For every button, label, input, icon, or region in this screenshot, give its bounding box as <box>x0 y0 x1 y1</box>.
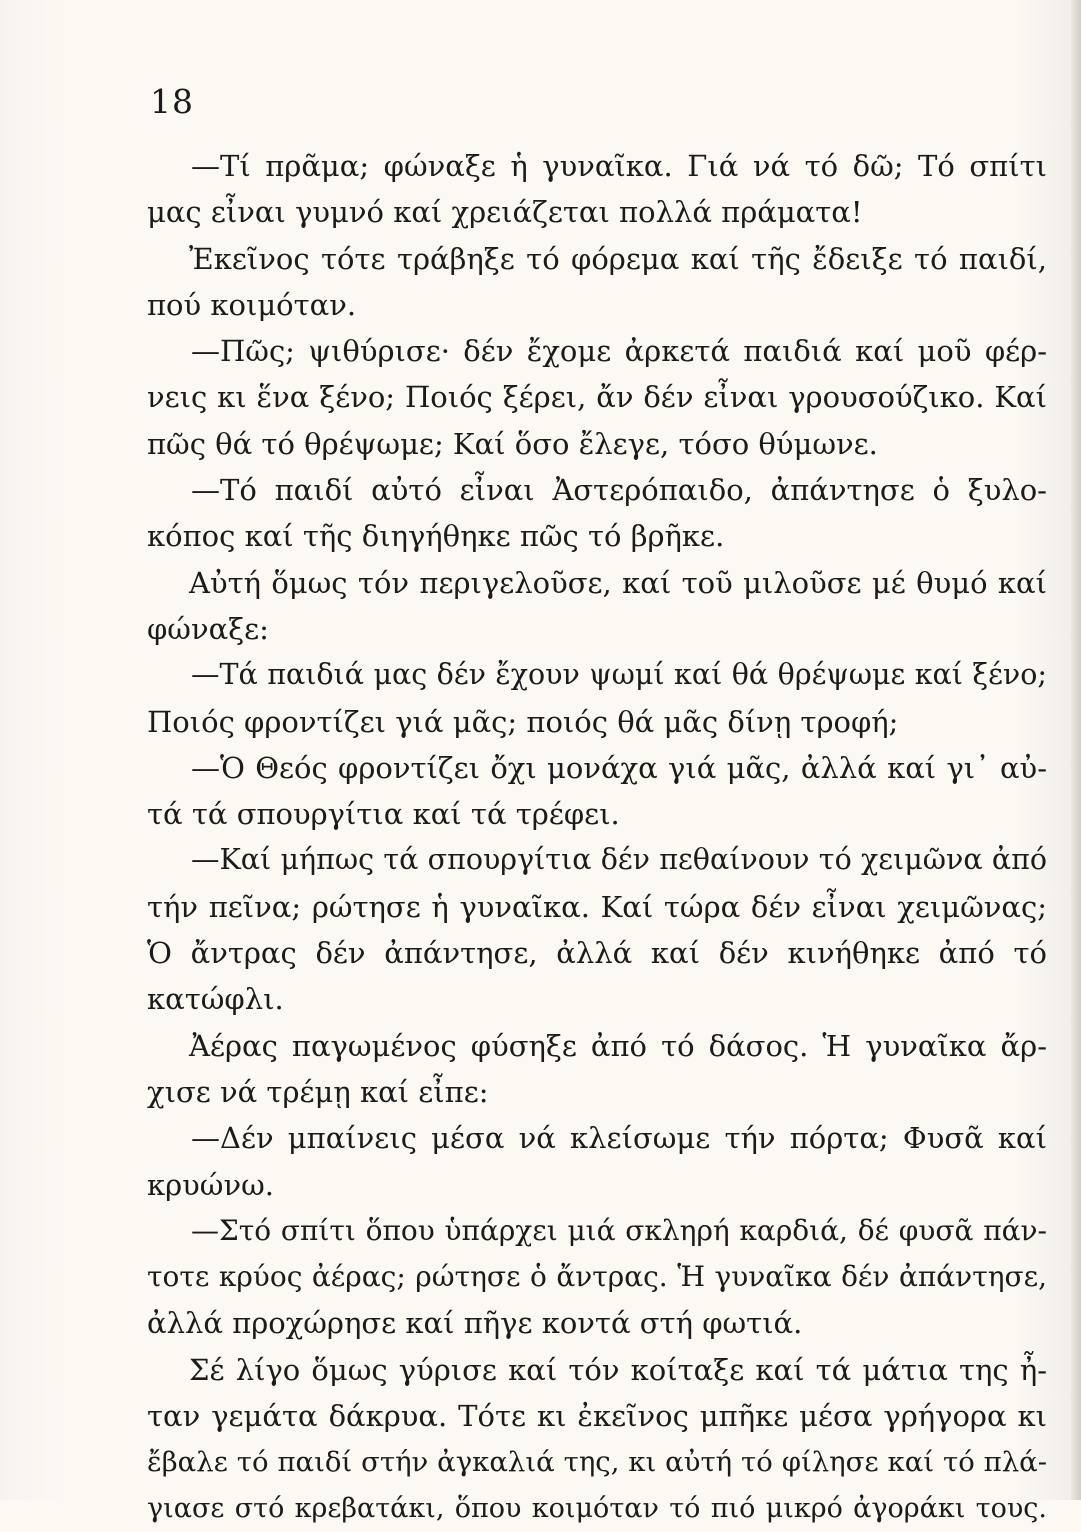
text-line: πού κοιμόταν. <box>147 287 357 322</box>
text-line: Ἀέρας παγωμένος φύσηξε ἀπό τό δάσος. Ἡ γυναῖκα ἄρ- <box>189 1028 1047 1063</box>
text-line: Σέ λίγο ὅμως γύρισε καί τόν κοίταξε καί τά μάτια της ἦ- <box>189 1352 1047 1387</box>
text-line: Αὐτή ὅμως τόν περιγελοῦσε, καί τοῦ μιλοῦσε μέ θυμό καί <box>189 565 1047 600</box>
text-line: ἀλλά προχώρησε καί πῆγε κοντά στή φωτιά. <box>147 1306 803 1341</box>
text-line: —Δέν μπαίνεις μέσα νά κλείσωμε τήν πόρτα; Φυσᾶ καί <box>191 1121 1047 1156</box>
text-line: γιασε στό κρεβατάκι, ὅπου κοιμόταν τό πιό μικρό ἀγοράκι τους. <box>147 1492 1047 1524</box>
text-line: τήν πεῖνα; ρώτησε ἡ γυναῖκα. Καί τώρα δέν εἶναι χειμῶνας; <box>147 889 1047 924</box>
text-line: κατώφλι. <box>147 982 284 1017</box>
text-line: —Στό σπίτι ὅπου ὑπάρχει μιά σκληρή καρδιά, δέ φυσᾶ πάν- <box>191 1213 1047 1247</box>
text-line: —Τό παιδί αὐτό εἶναι Ἀστερόπαιδο, ἀπάντησε ὁ ξυλο- <box>191 473 1047 508</box>
text-line: πῶς θά τό θρέψωμε; Καί ὅσο ἔλεγε, τόσο θύμωνε. <box>147 426 878 461</box>
text-line: —Καί μήπως τά σπουργίτια δέν πεθαίνουν τό χειμῶνα ἀπό <box>191 843 1047 877</box>
text-line: —Τί πρᾶμα; φώναξε ἡ γυναῖκα. Γιά νά τό δῶ; Τό σπίτι <box>191 149 1047 183</box>
text-line: κρυώνω. <box>147 1167 274 1202</box>
text-line: Ἐκεῖνος τότε τράβηξε τό φόρεμα καί τῆς ἔδειξε τό παιδί, <box>189 241 1047 276</box>
text-line: Ποιός φροντίζει γιά μᾶς; ποιός θά μᾶς δίνῃ τροφή; <box>147 704 899 739</box>
page-number: 18 <box>150 82 194 121</box>
text-line: φώναξε: <box>147 611 269 646</box>
text-line: χισε νά τρέμῃ καί εἶπε: <box>147 1074 489 1109</box>
text-line: νεις κι ἕνα ξένο; Ποιός ξέρει, ἄν δέν εἶναι γρουσούζικο. Καί <box>147 380 1047 415</box>
body-text <box>147 143 1047 1532</box>
text-line: ἔβαλε τό παιδί στήν ἀγκαλιά της, κι αὐτή τό φίλησε καί τό πλά- <box>147 1446 1047 1479</box>
text-line: —Τά παιδιά μας δέν ἔχουν ψωμί καί θά θρέψωμε καί ξένο; <box>191 658 1047 692</box>
text-line: Ὁ ἄντρας δέν ἀπάντησε, ἀλλά καί δέν κινήθηκε ἀπό τό <box>147 936 1047 971</box>
text-line: —Πῶς; ψιθύρισε· δέν ἔχομε ἀρκετά παιδιά καί μοῦ φέρ- <box>191 334 1047 369</box>
text-line: ταν γεμάτα δάκρυα. Τότε κι ἐκεῖνος μπῆκε μέσα γρήγορα κι <box>147 1399 1047 1434</box>
text-line: τοτε κρύος ἀέρας; ρώτησε ὁ ἄντρας. Ἡ γυναῖκα δέν ἀπάντησε, <box>147 1260 1047 1294</box>
text-line: τά τά σπουργίτια καί τά τρέφει. <box>147 797 620 832</box>
page-edge-shadow <box>1071 0 1081 1500</box>
text-line: —Ὁ Θεός φροντίζει ὄχι μονάχα γιά μᾶς, ἀλλά καί γι᾽ αὐ- <box>191 750 1047 785</box>
text-line: μας εἶναι γυμνό καί χρειάζεται πολλά πράματα! <box>147 195 863 230</box>
text-line: κόπος καί τῆς διηγήθηκε πῶς τό βρῆκε. <box>147 519 725 554</box>
